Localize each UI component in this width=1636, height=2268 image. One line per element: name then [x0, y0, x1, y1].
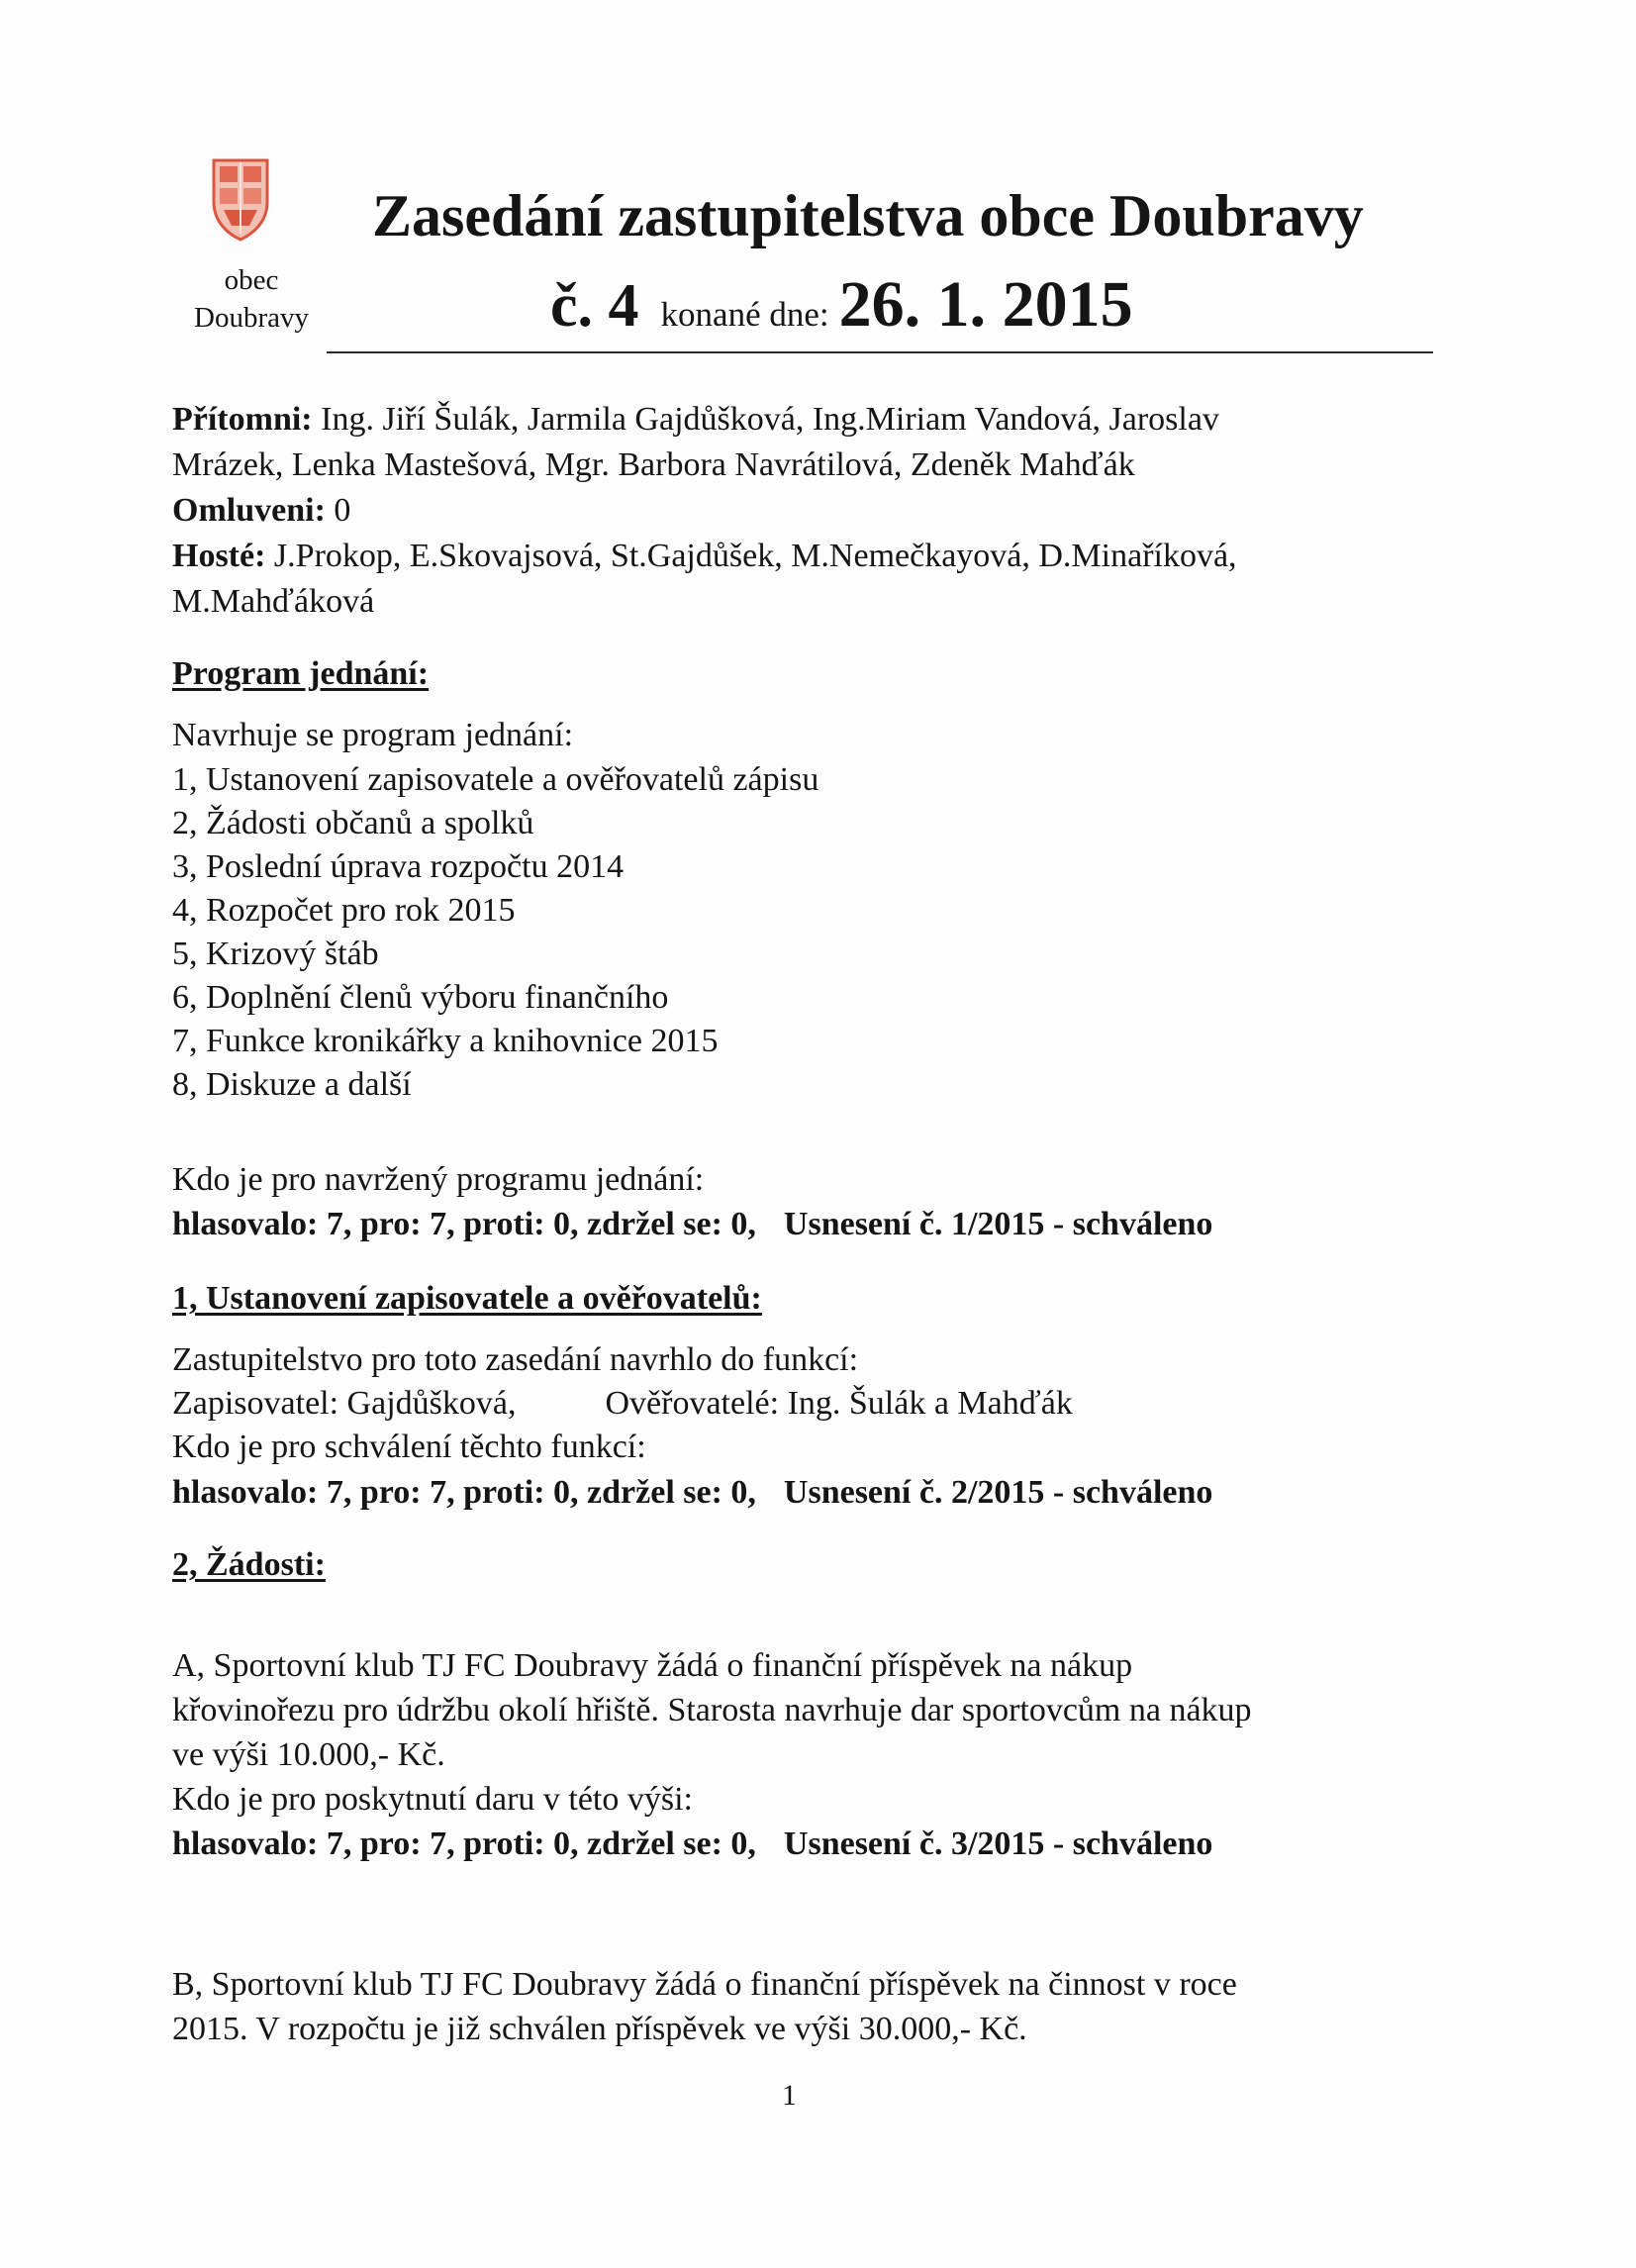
excused-line	[172, 491, 350, 531]
request-a-text: A, Sportovní klub TJ FC Doubravy žádá o finanční příspěvek na nákup	[172, 1647, 1133, 1684]
municipality-logo	[172, 156, 311, 334]
program-item: 4, Rozpočet pro rok 2015	[172, 892, 516, 929]
section2-heading: 2, Žádosti:	[172, 1546, 326, 1583]
excused-value: 0	[334, 492, 351, 529]
held-on-label: konané dne:	[660, 295, 829, 334]
program-intro: Navrhuje se program jednání:	[172, 717, 574, 753]
program-item: 7, Funkce kronikářky a knihovnice 2015	[172, 1023, 719, 1059]
vote-result: hlasovalo: 7, pro: 7, proti: 0, zdržel se: 0,	[172, 1825, 756, 1862]
meeting-date: 26. 1. 2015	[838, 268, 1133, 341]
request-a-line-1	[172, 1646, 1132, 1686]
section1-vote	[172, 1473, 1212, 1513]
municipality-name: Doubravy	[194, 302, 309, 334]
present-names-2: Mrázek, Lenka Mastešová, Mgr. Barbora Navrátilová, Zdeněk Mahďák	[172, 446, 1135, 483]
resolution: Usnesení č. 2/2015 - schváleno	[783, 1474, 1213, 1511]
excused-label: Omluveni:	[172, 492, 326, 529]
request-b-line-2: 2015. V rozpočtu je již schválen příspěvek ve výši 30.000,- Kč.	[172, 2011, 1027, 2047]
program-vote	[172, 1205, 1212, 1244]
page-title: Zasedání zastupitelstva obce Doubravy	[372, 183, 1364, 248]
present-names-1: Ing. Jiří Šulák, Jarmila Gajdůšková, Ing.Miriam Vandová, Jaroslav	[321, 401, 1219, 438]
page-number: 1	[782, 2079, 797, 2112]
obec-label: obec	[224, 264, 279, 296]
section1-text: Zastupitelstvo pro toto zasedání navrhlo do funkcí:	[172, 1341, 859, 1378]
request-a-vote	[172, 1824, 1212, 1864]
guests-label: Hosté:	[172, 538, 266, 574]
request-b-line-1: B, Sportovní klub TJ FC Doubravy žádá o finanční příspěvek na činnost v roce	[172, 1966, 1237, 2003]
guests-names-2: M.Mahďáková	[172, 583, 375, 620]
guests-line-1	[172, 537, 1237, 576]
meeting-number: č. 4	[550, 272, 639, 340]
program-item: 6, Doplnění členů výboru finančního	[172, 979, 669, 1016]
recorder: Zapisovatel: Gajdůšková,	[172, 1385, 517, 1422]
program-item: 5, Krizový štáb	[172, 936, 379, 972]
meeting-subtitle	[550, 265, 1133, 361]
request-a-line-2: křovinořezu pro údržbu okolí hřiště. Starosta navrhuje dar sportovcům na nákup	[172, 1692, 1252, 1728]
header-divider	[327, 351, 1433, 353]
request-a-question: Kdo je pro poskytnutí daru v této výši:	[172, 1781, 694, 1818]
section1-question: Kdo je pro schválení těchto funkcí:	[172, 1429, 646, 1465]
program-item: 3, Poslední úprava rozpočtu 2014	[172, 848, 625, 885]
program-heading: Program jednání:	[172, 655, 430, 692]
program-item: 1, Ustanovení zapisovatele a ověřovatelů zápisu	[172, 761, 819, 798]
section1-heading: 1, Ustanovení zapisovatele a ověřovatelů:	[172, 1280, 762, 1317]
program-question: Kdo je pro navržený programu jednání:	[172, 1161, 705, 1198]
program-item: 2, Žádosti občanů a spolků	[172, 805, 534, 841]
request-a-line-3: ve výši 10.000,- Kč.	[172, 1736, 445, 1773]
present-line-1	[172, 400, 1219, 440]
program-item: 8, Diskuze a další	[172, 1066, 412, 1103]
resolution: Usnesení č. 3/2015 - schváleno	[783, 1825, 1213, 1862]
vote-result: hlasovalo: 7, pro: 7, proti: 0, zdržel se: 0,	[172, 1474, 756, 1511]
guests-names-1: J.Prokop, E.Skovajsová, St.Gajdůšek, M.Nemečkayová, D.Minaříková,	[273, 538, 1237, 574]
resolution: Usnesení č. 1/2015 - schváleno	[783, 1206, 1213, 1242]
vote-result: hlasovalo: 7, pro: 7, proti: 0, zdržel se: 0,	[172, 1206, 756, 1242]
present-label: Přítomni:	[172, 401, 313, 438]
verifiers: Ověřovatelé: Ing. Šulák a Mahďák	[605, 1385, 1073, 1422]
coat-of-arms-icon	[210, 156, 271, 242]
section1-roles	[172, 1384, 1073, 1424]
